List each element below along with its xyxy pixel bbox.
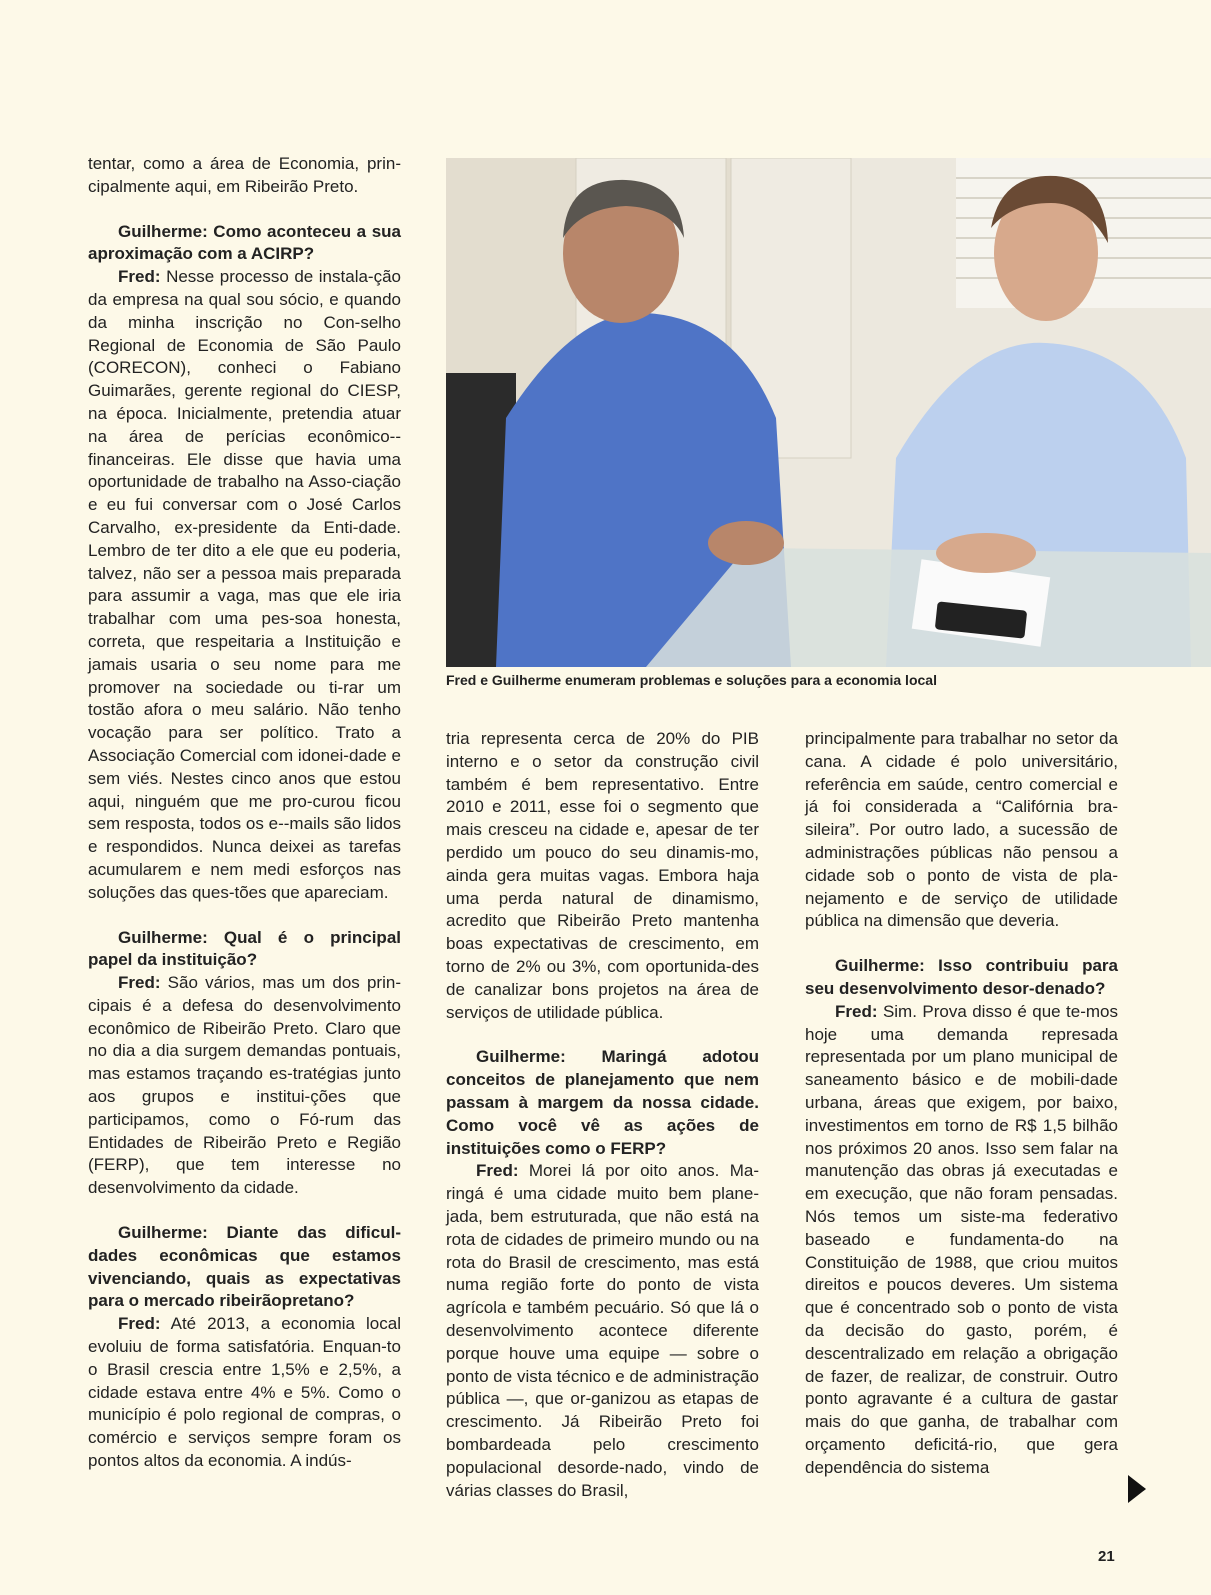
page-number: 21: [1098, 1548, 1115, 1565]
interview-answer: [88, 972, 401, 1200]
answer-text: Morei lá por oito anos. Ma-ringá é uma cidade muito bem plane-jada, bem estruturada, que não está na rota de cidades de primeiro mundo ou na rota do Brasil de crescimento, mas está numa região forte do ponto de vista agrícola e também pecuário. Só que lá o desenvolvimento acontece diferente porque houve uma equipe — sobre o ponto de vista técnico e de administração pública —, que or-ganizou as etapas de crescimento. Já Ribeirão Preto foi bombardeada pelo crescimento populacional desorde-nado, vindo de várias classes do Brasil,: [446, 1161, 759, 1500]
answer-text: Nesse processo de instala-ção da empresa na qual sou sócio, e quando da minha inscrição no Con-selho Regional de Economia de São Paulo (CORECON), conheci o Fabiano Guimarães, gerente regional do CIESP, na época. Inicialmente, pretendia atuar na área de perícias econômico--financeiras. Ele disse que havia uma oportunidade de trabalho na Asso-ciação e eu fui conversar com o José Carlos Carvalho, ex-presidente da Enti-dade. Lembro de ter dito a ele que eu poderia, talvez, não ser a pessoa mais preparada para assumir a vaga, mas que ele iria trabalhar com uma pes-soa honesta, correta, que respeitaria a Instituição e jamais usaria o seu nome para me promover na sociedade ou ti-rar um tostão afora o meu salário. Não tenho vocação para ser político. Trato a Associação Comercial com idonei-dade e sem viés. Nestes cinco anos que estou aqui, ninguém que me pro-curou ficou sem resposta, todos os e--mails são lidos e respondidos. Nunca deixei as tarefas acumularem e nem medi esforços nas soluções das ques-tões que apareciam.: [88, 267, 401, 902]
paragraph: tria representa cerca de 20% do PIB interno e o setor da construção civil também é bem representativo. Entre 2010 e 2011, esse foi o segmento que mais cresceu na cidade e, apesar de ter perdido um pouco do seu dinamis-mo, ainda gera muitas vagas. Embora haja uma perda natural de dinamismo, acredito que Ribeirão Preto mantenha boas expectativas de crescimento, em torno de 2% ou 3%, com oportunida-des de canalizar bons projetos na área de serviços de utilidade pública.: [446, 729, 759, 1022]
speaker-label: Fred:: [118, 267, 161, 287]
continue-arrow-icon: [1128, 1475, 1146, 1503]
speaker-label: Fred:: [476, 1161, 519, 1181]
photo-caption: Fred e Guilherme enumeram problemas e soluções para a economia local: [446, 672, 937, 688]
interview-answer: [88, 1313, 401, 1473]
speaker-label: Fred:: [118, 1314, 161, 1334]
interview-photo: [446, 158, 1211, 667]
photo-illustration: [446, 158, 1211, 667]
interview-question: Guilherme: Como aconteceu a sua aproximação com a ACIRP?: [88, 221, 401, 264]
text-column-2: [446, 728, 759, 1502]
interview-question: Guilherme: Qual é o principal papel da instituição?: [88, 927, 401, 970]
interview-question: Guilherme: Diante das dificul-dades econômicas que estamos vivenciando, quais as expectativas para o mercado ribeirãopretano?: [88, 1223, 401, 1311]
answer-text: Sim. Prova disso é que te-mos hoje uma demanda represada representada por um plano municipal de saneamento básico e de mobili-dade urbana, áreas que exigem, por baixo, investimentos em torno de R$ 1,5 bilhão nos próximos 20 anos. Isso sem falar na manutenção das obras já executadas e em execução, que não foram pensadas. Nós temos um siste-ma federativo baseado e fundamenta-do na Constituição de 1988, que criou muitos direitos e poucos deveres. Um sistema que é concentrado sob o ponto de vista da decisão do gasto, porém, é descentralizado em relação a obrigação de fazer, de realizar, de construir. Outro ponto agravante é a cultura de gastar mais do que ganha, de trabalhar com orçamento deficitá-rio, que gera dependência do sistema: [805, 1001, 1118, 1477]
answer-text: São vários, mas um dos prin-cipais é a defesa do desenvolvimento econômico de Ribeirão Preto. Claro que no dia a dia surgem demandas pontuais, mas estamos traçando es-tratégias junto aos grupos e institui-ções que participamos, como o Fó-rum das Entidades de Ribeirão Preto e Região (FERP), que tem interesse no desenvolvimento da cidade.: [88, 973, 401, 1198]
text-column-1: [88, 153, 401, 1473]
interview-answer: [446, 1160, 759, 1502]
answer-text: Até 2013, a economia local evoluiu de forma satisfatória. Enquan-to o Brasil crescia entre 1,5% e 2,5%, a cidade estava entre 4% e 5%. Como o município é polo regional de compras, o comércio e serviços sempre foram os pontos altos da economia. A indús-: [88, 1314, 401, 1471]
interview-answer: [88, 266, 401, 904]
paragraph: principalmente para trabalhar no setor da cana. A cidade é polo universitário, referência em saúde, centro comercial e já foi considerada a “Califórnia bra-sileira”. Por outro lado, a sucessão de administrações públicas não pensou a cidade sob o ponto de vista de pla-nejamento e de serviço de utilidade pública na dimensão que deveria.: [805, 729, 1118, 931]
interview-question: Guilherme: Isso contribuiu para seu desenvolvimento desor-denado?: [805, 956, 1118, 998]
speaker-label: Fred:: [835, 1001, 878, 1021]
paragraph: tentar, como a área de Economia, prin-cipalmente aqui, em Ribeirão Preto.: [88, 154, 401, 196]
text-column-3: [805, 728, 1118, 1480]
interview-answer: [805, 1001, 1118, 1480]
interview-question: Guilherme: Maringá adotou conceitos de planejamento que nem passam à margem da nossa cidade. Como você vê as ações de instituições como o FERP?: [446, 1047, 759, 1158]
speaker-label: Fred:: [118, 973, 161, 993]
